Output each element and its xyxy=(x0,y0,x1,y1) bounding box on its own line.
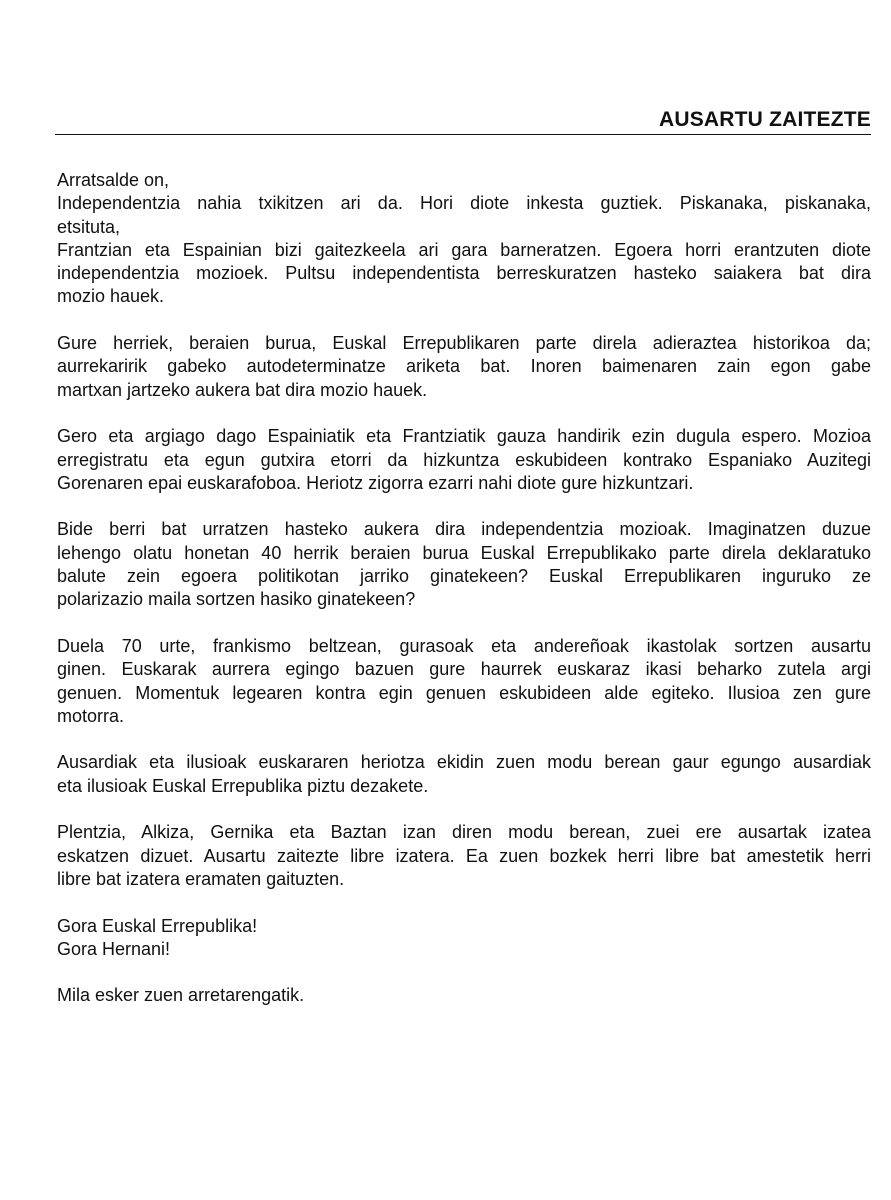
text-line: Frantzian eta Espainian bizi gaitezkeela ari gara barneratzen. Egoera horri erantzuten diote xyxy=(57,239,871,260)
text-line: Gure herriek, beraien burua, Euskal Errepublikaren parte direla adieraztea historikoa da; xyxy=(57,333,871,354)
text-line: ginen. Euskarak aurrera egingo bazuen gure haurrek euskaraz ikasi beharko zutela argi xyxy=(57,659,871,680)
text-line: erregistratu eta egun gutxira etorri da hizkuntza eskubideen kontrako Espaniako Auzitegi xyxy=(57,449,871,470)
text-line: mozio hauek. xyxy=(57,286,165,307)
paragraph-gap xyxy=(57,309,871,332)
text-line: etsituta, xyxy=(57,216,121,237)
paragraph-gap xyxy=(57,798,871,821)
text-line: lehengo olatu honetan 40 herrik beraien burua Euskal Errepublikako parte direla deklaratuko xyxy=(57,542,871,563)
text-line: Arratsalde on, xyxy=(57,170,170,190)
text-line: martxan jartzeko aukera bat dira mozio hauek. xyxy=(57,379,428,400)
paragraph-gap xyxy=(57,402,871,425)
paragraph-gap xyxy=(57,891,871,914)
text-line: Independentzia nahia txikitzen ari da. Hori diote inkesta guztiek. Piskanaka, piskanaka, xyxy=(57,193,871,214)
text-line: genuen. Momentuk legearen kontra egin genuen eskubideen alde egiteko. Ilusioa zen gure xyxy=(57,682,871,703)
text-line: Plentzia, Alkiza, Gernika eta Baztan izan diren modu berean, zuei ere ausartak izatea xyxy=(57,822,871,843)
text-line: Ausardiak eta ilusioak euskararen heriotza ekidin zuen modu berean gaur egungo ausardiak xyxy=(57,752,871,773)
text-line: independentzia mozioek. Pultsu independentista berreskuratzen hasteko saiakera bat dira xyxy=(57,263,871,284)
paragraph-gap xyxy=(57,961,871,984)
text-line: libre bat izatera eramaten gaituzten. xyxy=(57,868,345,889)
text-line: motorra. xyxy=(57,705,125,726)
text-line: Gero eta argiago dago Espainiatik eta Frantziatik gauza handirik ezin dugula espero. Mozioa xyxy=(57,426,871,447)
paragraph-gap xyxy=(57,612,871,635)
paragraph-gap xyxy=(57,495,871,518)
text-line: eta ilusioak Euskal Errepublika piztu dezakete. xyxy=(57,775,429,796)
paragraph-gap xyxy=(57,728,871,751)
text-line: polarizazio maila sortzen hasiko ginatekeen? xyxy=(57,589,416,610)
title-rule xyxy=(55,104,871,135)
document-title: AUSARTU ZAITEZTE xyxy=(658,108,871,131)
text-line: aurrekaririk gabeko autodeterminatze ariketa bat. Inoren baimenaren zain egon gabe xyxy=(57,356,871,377)
text-line: eskatzen dizuet. Ausartu zaitezte libre izatera. Ea zuen bozkek herri libre bat amestetik herri xyxy=(57,845,871,866)
text-line: Gorenaren epai euskarafoboa. Heriotz zigorra ezarri nahi diote gure hizkuntzari. xyxy=(57,472,694,493)
text-line: Duela 70 urte, frankismo beltzean, gurasoak eta andereñoak ikastolak sortzen ausartu xyxy=(57,635,871,656)
text-line: Mila esker zuen arretarengatik. xyxy=(57,985,305,1006)
text-line: Gora Hernani! xyxy=(57,938,171,959)
text-line: Bide berri bat urratzen hasteko aukera dira independentzia mozioak. Imaginatzen duzue xyxy=(57,519,871,540)
text-line: balute zein egoera politikotan jarriko ginatekeen? Euskal Errepublikaren inguruko ze xyxy=(57,566,871,587)
document-body xyxy=(57,169,871,1008)
text-line: Gora Euskal Errepublika! xyxy=(57,915,258,936)
